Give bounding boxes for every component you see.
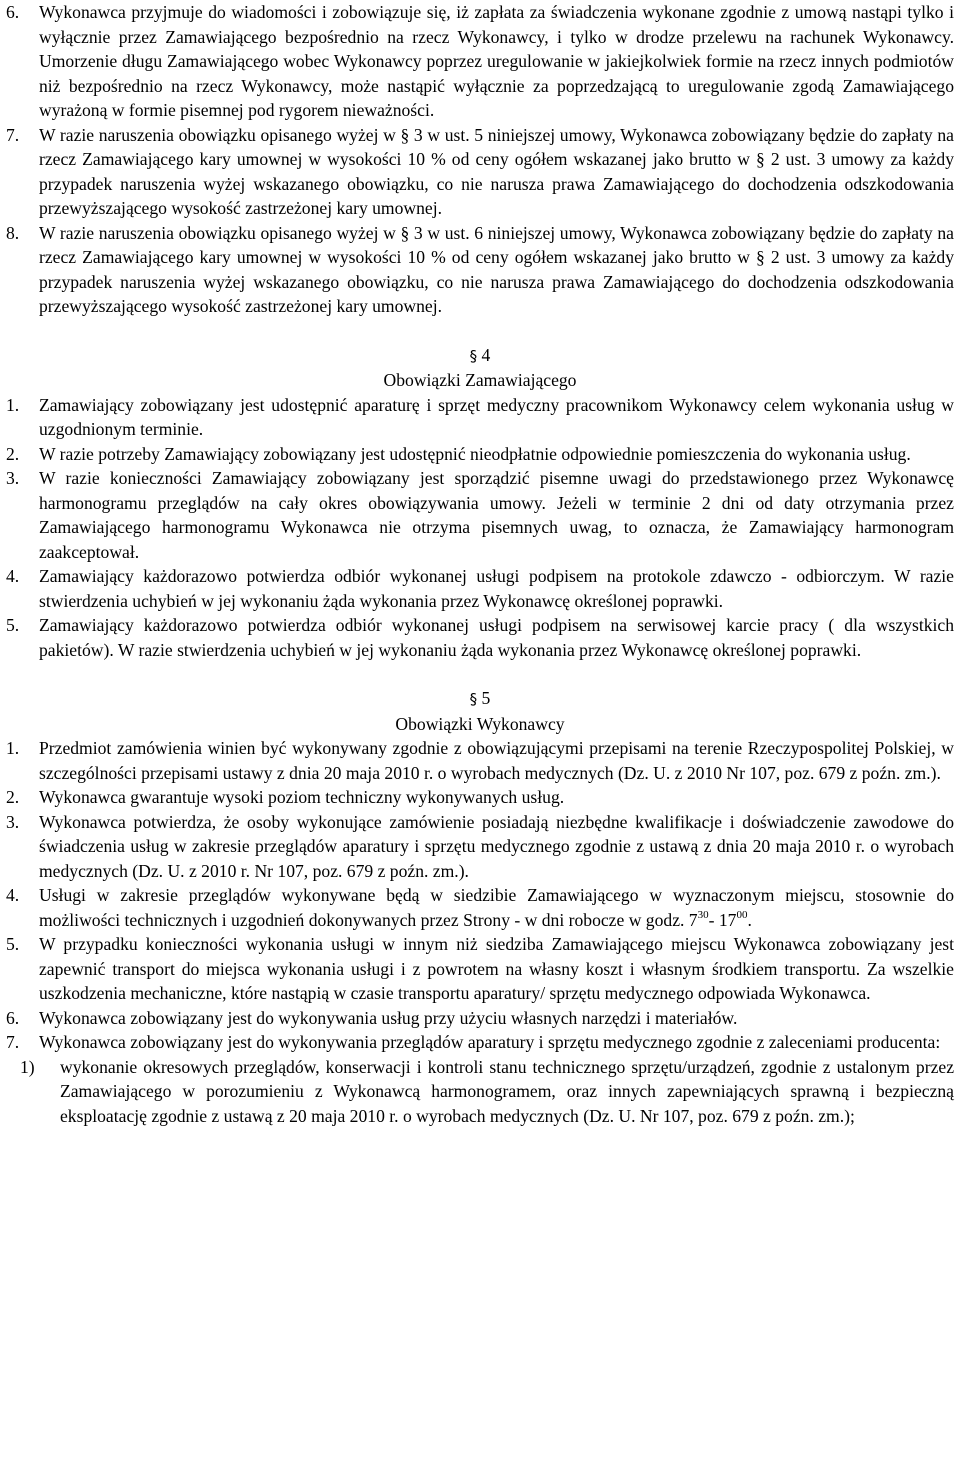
item-number: 3. [6, 468, 20, 488]
paragraph-sign: § [469, 346, 478, 365]
item-text: Wykonawca zobowiązany jest do wykonywania usług przy użyciu własnych narzędzi i materiałów. [39, 1007, 738, 1028]
sub-item-number: 1) [20, 1056, 35, 1077]
list-item [6, 466, 954, 564]
item-number: 4. [6, 566, 20, 586]
list-item [6, 1006, 954, 1031]
list-item [6, 810, 954, 884]
item-text [39, 883, 954, 932]
item-text: Wykonawca zobowiązany jest do wykonywania przeglądów aparatury i sprzętu medycznego zgodnie z zaleceniami producenta: [39, 1032, 941, 1052]
list-item [6, 613, 954, 662]
list-item [6, 785, 954, 810]
section-title: Obowiązki Wykonawcy [395, 713, 565, 734]
item-number: 8. [6, 222, 20, 243]
item-text: Wykonawca potwierdza, że osoby wykonujące zamówienie posiadają niezbędne kwalifikacje i doświadczenie zawodowe do świadczenia usług w zakresie przeglądów aparatury i sprzętu medycznego zgodnie z ustawą z dnia 20 maja 2010 r. o wyrobach medycznych (Dz. U. z 2010 r. Nr 107, poz. 679 z poźn. zm.). [39, 811, 954, 881]
list-item [6, 1030, 954, 1055]
list-item [6, 932, 954, 1006]
section-3-continuation [6, 0, 954, 319]
section-title: Obowiązki Zamawiającego [383, 370, 577, 390]
item-text-part: . [747, 909, 752, 930]
list-item [6, 123, 954, 221]
paragraph-sign: § [469, 690, 478, 708]
item-number: 7. [6, 1032, 20, 1052]
item-text-part: - 17 [708, 909, 737, 930]
item-text: Zamawiający każdorazowo potwierdza odbiór wykonanej usługi podpisem na protokole zdawczo - odbiorczym. W razie stwierdzenia uchybień w jej wykonaniu żąda wykonania przez Wykonawcę określonej poprawki. [39, 566, 954, 611]
item-text: Zamawiający każdorazowo potwierdza odbiór wykonanej usługi podpisem na serwisowej karcie pracy ( dla wszystkich pakietów). W razie stwierdzenia uchybień w jej wykonaniu żąda wykonania przez Wykonawcę określonej poprawki. [39, 615, 954, 660]
list-item [6, 0, 954, 123]
item-number: 3. [6, 811, 20, 832]
item-number: 2. [6, 787, 20, 807]
item-number: 4. [6, 885, 20, 905]
sub-item-text: wykonanie okresowych przeglądów, konserwacji i kontroli stanu technicznego sprzętu/urządzeń, zgodnie z ustalonym przez Zamawiającego w porozumieniu z Wykonawcą harmonogramem, oraz innych zapewniających sprawną i bezpieczną eksploatację zgodnie z ustawą z 20 maja 2010 r. o wyrobach medycznych (Dz. U. Nr 107, poz. 679 z poźn. zm.); [60, 1056, 954, 1126]
item-number: 1. [6, 394, 20, 415]
section-number [6, 686, 954, 712]
item-number: 1. [6, 738, 20, 758]
sub-list-item [6, 1055, 954, 1129]
section-number-value: 4 [481, 344, 491, 365]
item-text: W razie potrzeby Zamawiający zobowiązany jest udostępnić nieodpłatnie odpowiednie pomieszczenia do wykonania usług. [39, 443, 911, 464]
item-number: 5. [6, 934, 20, 954]
item-text: Wykonawca gwarantuje wysoki poziom techniczny wykonywanych usług. [39, 787, 565, 807]
section-5 [6, 686, 954, 1128]
list-item [6, 883, 954, 932]
section-4 [6, 343, 954, 663]
list-item [6, 442, 954, 467]
item-number: 6. [6, 2, 20, 22]
item-number: 7. [6, 124, 20, 145]
item-number: 6. [6, 1007, 20, 1028]
section-number-value: 5 [481, 688, 491, 708]
item-text: W razie naruszenia obowiązku opisanego wyżej w § 3 w ust. 5 niniejszej umowy, Wykonawca zobowiązany będzie do zapłaty na rzecz Zamawiającego kary umownej w wysokości 10 % od ceny ogółem wskazanej jako brutto w § 2 ust. 3 umowy za każdy przypadek naruszenia wyżej wskazanego obowiązku, co nie narusza prawa Zamawiającego do dochodzenia odszkodowania przewyższającego wysokość zastrzeżonej kary umownej. [39, 124, 954, 218]
item-text: W razie naruszenia obowiązku opisanego wyżej w § 3 w ust. 6 niniejszej umowy, Wykonawca zobowiązany będzie do zapłaty na rzecz Zamawiającego kary umownej w wysokości 10 % od ceny ogółem wskazanej jako brutto w § 2 ust. 3 umowy za każdy przypadek naruszenia wyżej wskazanego obowiązku, co nie narusza prawa Zamawiającego do dochodzenia odszkodowania przewyższającego wysokość zastrzeżonej kary umownej. [39, 222, 954, 316]
list-item [6, 736, 954, 785]
list-item [6, 564, 954, 613]
item-text: W razie konieczności Zamawiający zobowiązany jest sporządzić pisemne uwagi do przedstawionego przez Wykonawcę harmonogramu przeglądów na cały okres obowiązywania umowy. Jeżeli w terminie 2 dni od daty otrzymania przez Zamawiającego harmonogramu Wykonawca nie otrzyma pisemnych uwag, to oznacza, że Zamawiający harmonogram zaakceptował. [39, 468, 954, 562]
item-text: W przypadku konieczności wykonania usługi w innym niż siedziba Zamawiającego miejscu Wykonawca zobowiązany jest zapewnić transport do miejsca wykonania usługi i z powrotem na własny koszt i własnym środkiem transportu. Za wszelkie uszkodzenia mechaniczne, które nastąpią w czasie transportu aparatury/ sprzętu medycznego odpowiada Wykonawca. [39, 934, 954, 1003]
time-superscript: 00 [736, 908, 748, 921]
item-text: Wykonawca przyjmuje do wiadomości i zobowiązuje się, iż zapłata za świadczenia wykonane zgodnie z umową nastąpi tylko i wyłącznie przez Zamawiającego bezpośrednio na rzecz Wykonawcy, i tylko w drodze przelewu na rachunek Wykonawcy. Umorzenie długu Zamawiającego wobec Wykonawcy poprzez uregulowanie w jakiejkolwiek formie na rzecz innych podmiotów niż bezpośrednio na rzecz Wykonawcy, może nastąpić wyłącznie za poprzedzającą to uregulowanie zgodą Zamawiającego wyrażoną w formie pisemnej pod rygorem nieważności. [39, 2, 954, 120]
item-text: Przedmiot zamówienia winien być wykonywany zgodnie z obowiązującymi przepisami na terenie Rzeczypospolitej Polskiej, w szczególności przepisami ustawy z dnia 20 maja 2010 r. o wyrobach medycznych (Dz. U. z 2010 Nr 107, poz. 679 z poźn. zm.). [39, 738, 954, 783]
section-number [6, 343, 954, 369]
time-superscript: 30 [697, 908, 709, 921]
list-item [6, 221, 954, 319]
item-number: 5. [6, 615, 20, 635]
item-text-part: Usługi w zakresie przeglądów wykonywane będą w siedzibie Zamawiającego w wyznaczonym miejscu, stosownie do możliwości technicznych i uzgodnień dokonywanych przez Strony - w dni robocze w godz. 7 [39, 885, 954, 930]
item-text: Zamawiający zobowiązany jest udostępnić aparaturę i sprzęt medyczny pracownikom Wykonawcy celem wykonania usług w uzgodnionym terminie. [39, 394, 954, 439]
list-item [6, 393, 954, 442]
item-number: 2. [6, 443, 20, 464]
